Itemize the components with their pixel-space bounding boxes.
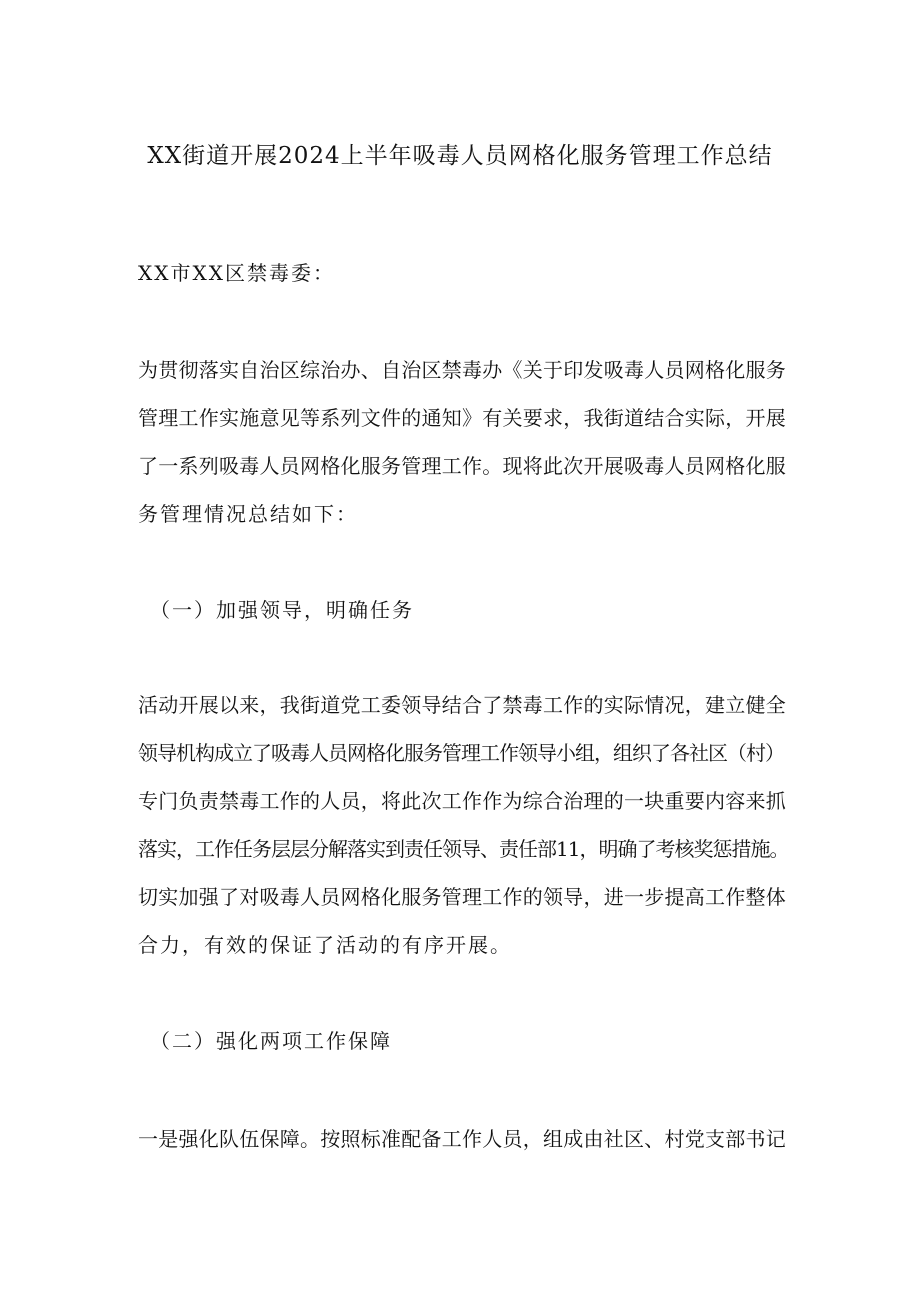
section1-line-3: 专门负责禁毒工作的人员，将此次工作作为综合治理的一块重要内容来抓 xyxy=(138,789,786,813)
section1-line-2: 领导机构成立了吸毒人员网格化服务管理工作领导小组，组织了各社区（村） xyxy=(138,741,784,765)
salutation: XX市XX区禁毒委： xyxy=(138,261,335,285)
section1-line-5: 切实加强了对吸毒人员网格化服务管理工作的领导，进一步提高工作整体 xyxy=(138,885,786,909)
intro-line-4: 务管理情况总结如下： xyxy=(138,502,358,526)
intro-line-1: 为贯彻落实自治区综治办、自治区禁毒办《关于印发吸毒人员网格化服务 xyxy=(138,358,786,382)
section1-line-4: 落实，工作任务层层分解落实到责任领导、责任部11，明确了考核奖惩措施。 xyxy=(138,837,789,861)
section1-line-1: 活动开展以来，我街道党工委领导结合了禁毒工作的实际情况，建立健全 xyxy=(138,693,786,717)
section2-heading: （二）强化两项工作保障 xyxy=(150,1029,392,1053)
intro-line-3: 了一系列吸毒人员网格化服务管理工作。现将此次开展吸毒人员网格化服 xyxy=(138,454,786,478)
section1-heading: （一）加强领导，明确任务 xyxy=(150,598,414,622)
section1-line-6: 合力，有效的保证了活动的有序开展。 xyxy=(138,933,512,957)
document-title: XX街道开展2024上半年吸毒人员网格化服务管理工作总结 xyxy=(147,143,773,169)
intro-line-2: 管理工作实施意见等系列文件的通知》有关要求，我街道结合实际，开展 xyxy=(138,406,786,430)
section2-line-1: 一是强化队伍保障。按照标准配备工作人员，组成由社区、村党支部书记 xyxy=(138,1127,786,1151)
